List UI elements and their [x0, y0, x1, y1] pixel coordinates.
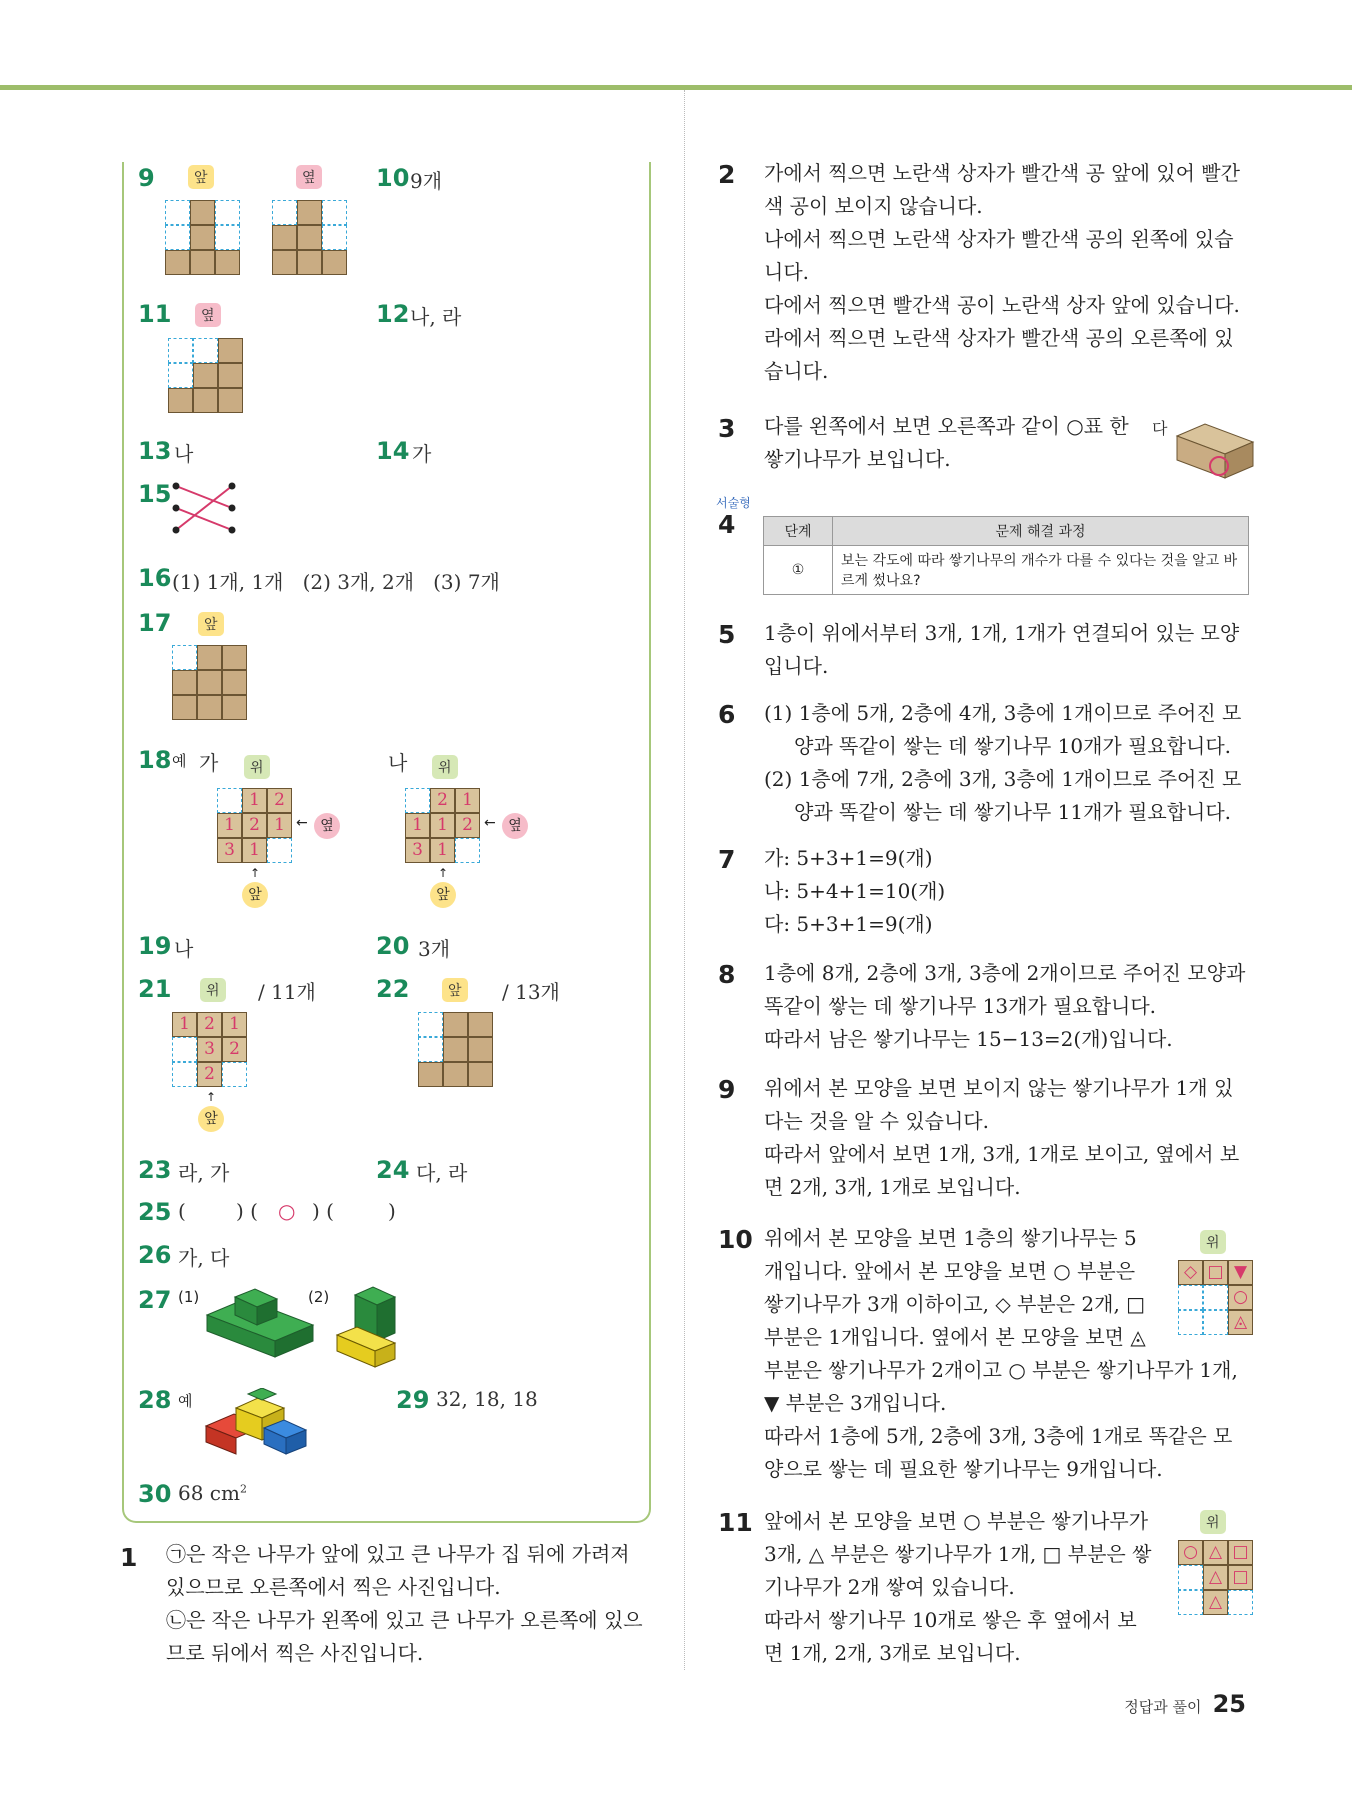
sub-label: (2): [308, 1288, 330, 1306]
front-view-grid: [172, 645, 248, 721]
arrow-left-icon: ←: [484, 815, 496, 831]
explanation-text: 가에서 찍으면 노란색 상자가 빨간색 공 앞에 있어 빨간 색 공이 보이지 않습니다. 나에서 찍으면 노란색 상자가 빨간색 공의 왼쪽에 있습 니다. 다에서 찍으면 빨간색 공이 노란색 상자 앞에 있습니다. 라에서 찍으면 노란색 상자가 빨간색 공의 오른쪽에 있 습니다.: [764, 161, 1240, 383]
answer-number: 20: [376, 932, 410, 960]
side-view-grid: [272, 200, 348, 276]
answer-number: 30: [138, 1480, 172, 1508]
answer-text: / 13개: [502, 980, 560, 1004]
label-ga: 가: [199, 751, 219, 775]
top-rule: [0, 85, 1352, 90]
answer-number: 21: [138, 975, 172, 1003]
answer-number: 15: [138, 480, 172, 508]
paren-close: ): [388, 1199, 396, 1223]
top-tag: 위: [1200, 1510, 1226, 1534]
page-footer: [1124, 1690, 1246, 1718]
answer-text: 나, 라: [410, 305, 462, 329]
front-tag: 앞: [188, 165, 214, 189]
question-number: 5: [718, 620, 736, 649]
arrow-up-icon: ↑: [206, 1090, 217, 1104]
answer-number: 14: [376, 437, 410, 465]
front-tag: 앞: [430, 882, 456, 908]
paren-mid: ) (: [236, 1199, 258, 1223]
top-view-numbers-na: 2 1 1 1 2 3 1: [405, 788, 481, 864]
front-view-grid: [165, 200, 241, 276]
question-number: 10: [718, 1225, 753, 1254]
explanation-text: 1층이 위에서부터 3개, 1개, 1개가 연결되어 있는 모양 입니다.: [764, 621, 1240, 678]
question-number: 7: [718, 845, 736, 874]
essay-badge: 서술형: [716, 496, 751, 510]
answer-text: 다, 라: [416, 1161, 468, 1185]
top-tag: 위: [200, 978, 226, 1002]
answer-number: 28: [138, 1386, 172, 1414]
answer-text: / 11개: [258, 980, 316, 1004]
answer-text: 나: [174, 442, 194, 466]
question-number: 9: [718, 1075, 736, 1104]
cube-stack-circled-image: [1175, 416, 1255, 480]
answer-number: 10: [376, 164, 410, 192]
arrow-up-icon: ↑: [438, 866, 449, 880]
explanation-text: 위에서 본 모양을 보면 보이지 않는 쌓기나무가 1개 있 다는 것을 알 수 있습니다. 따라서 앞에서 보면 1개, 3개, 1개로 보이고, 옆에서 보 면 2개, 3개, 1개로 보입니다.: [764, 1076, 1240, 1199]
top-view-numbers: 1 2 1 3 2 2: [172, 1012, 248, 1088]
figure-label: 다: [1152, 419, 1168, 438]
label-na: 나: [388, 751, 408, 775]
front-tag: 앞: [442, 978, 468, 1002]
answer-text: (1) 1개, 1개 (2) 3개, 2개 (3) 7개: [172, 570, 500, 594]
answer-number: 23: [138, 1156, 172, 1184]
column-divider: [684, 90, 685, 1670]
explanation-text: 위에서 본 모양을 보면 1층의 쌓기나무는 5 개입니다. 앞에서 본 모양을 보면 ○ 부분은 쌓기나무가 3개 이하이고, ◇ 부분은 2개, □ 부분은 1개입니다. 옆에서 본 모양을 보면 ◬ 부분은 쌓기나무가 2개이고 ○ 부분은 쌓기나무가 1개, ▼ 부분은 3개입니다. 따라서 1층에 5개, 2층에 3개, 3층에 1개로 똑같은 모 양으로 쌓는 데 필요한 쌓기나무는 9개입니다.: [764, 1226, 1238, 1481]
answer-number: 29: [396, 1386, 430, 1414]
top-tag: 위: [1200, 1230, 1226, 1254]
circle-mark: ○: [278, 1199, 296, 1223]
top-tag: 위: [432, 755, 458, 779]
colored-cube-stack-image: [204, 1388, 309, 1456]
top-view-numbers-ga: 1 2 1 2 1 3 1: [217, 788, 293, 864]
question-number: 6: [718, 700, 736, 729]
answer-number: 26: [138, 1241, 172, 1269]
side-tag: 옆: [502, 813, 528, 839]
side-tag: 옆: [195, 303, 221, 327]
question-number: 1: [120, 1543, 138, 1572]
answer-number: 13: [138, 437, 172, 465]
sub-label: (1): [178, 1288, 200, 1306]
explanation-text: ㉠은 작은 나무가 앞에 있고 큰 나무가 집 뒤에 가려져 있으므로 오른쪽에서 찍은 사진입니다. ㉡은 작은 나무가 왼쪽에 있고 큰 나무가 오른쪽에 있으 므로 뒤에서 찍은 사진입니다.: [166, 1542, 643, 1665]
answer-number: 12: [376, 300, 410, 328]
answer-number: 17: [138, 609, 172, 637]
answer-text: 32, 18, 18: [436, 1387, 538, 1411]
page-number: 25: [1212, 1690, 1246, 1718]
answer-text: 가: [412, 442, 432, 466]
paren-open: (: [178, 1199, 186, 1223]
answer-number: 18: [138, 746, 172, 774]
side-tag: 옆: [296, 165, 322, 189]
answer-number: 16: [138, 564, 172, 592]
answer-number: 24: [376, 1156, 410, 1184]
answer-text: 나: [174, 937, 194, 961]
line-matching-diagram: [170, 478, 240, 538]
top-view-symbols: ◇ □ ▼ ○ ◬: [1178, 1260, 1254, 1336]
answer-number: 11: [138, 300, 172, 328]
top-tag: 위: [244, 755, 270, 779]
answer-number: 9: [138, 164, 155, 192]
answer-text: 68 $cm^2$: [178, 1481, 247, 1505]
answer-number: 22: [376, 975, 410, 1003]
green-cube-stack-image: [205, 1285, 315, 1360]
answer-text: 라, 가: [178, 1161, 230, 1185]
answer-text: 3개: [418, 937, 451, 961]
arrow-up-icon: ↑: [250, 866, 261, 880]
front-tag: 앞: [198, 612, 224, 636]
question-number: 4: [718, 510, 736, 539]
explanation-text: 앞에서 본 모양을 보면 ○ 부분은 쌓기나무가 3개, △ 부분은 쌓기나무가 1개, □ 부분은 쌓 기나무가 2개 쌓여 있습니다. 따라서 쌓기나무 10개로 쌓은 후 옆에서 보 면 1개, 2개, 3개로 보입니다.: [764, 1509, 1152, 1665]
example-mark: 예: [172, 752, 187, 770]
question-number: 2: [718, 160, 736, 189]
yellow-green-cube-stack-image: [335, 1285, 405, 1370]
explanation-text: 1층에 8개, 2층에 3개, 3층에 2개이므로 주어진 모양과 똑같이 쌓는 데 쌓기나무 13개가 필요합니다. 따라서 남은 쌓기나무는 15−13=2(개)입니다.: [764, 961, 1246, 1051]
answer-number: 19: [138, 932, 172, 960]
side-view-grid: [168, 338, 244, 414]
answer-number: 25: [138, 1198, 172, 1226]
paren-mid: ) (: [312, 1199, 334, 1223]
question-number: 11: [718, 1508, 753, 1537]
footer-label: 정답과 풀이: [1124, 1698, 1202, 1716]
answer-text: 가, 다: [178, 1246, 230, 1270]
answer-number: 27: [138, 1286, 172, 1314]
explanation-text: 가: 5+3+1=9(개) 나: 5+4+1=10(개) 다: 5+3+1=9(개): [764, 846, 946, 936]
top-view-symbols: ○ △ □ △ □ △: [1178, 1540, 1254, 1616]
question-number: 3: [718, 414, 736, 443]
front-tag: 앞: [242, 882, 268, 908]
scoring-table: 단계 문제 해결 과정 ① 보는 각도에 따라 쌓기나무의 개수가 다를 수 있다는 것을 알고 바르게 썼나요?: [763, 516, 1249, 595]
arrow-left-icon: ←: [296, 815, 308, 831]
explanation-text: 다를 왼쪽에서 보면 오른쪽과 같이 ○표 한 쌓기나무가 보입니다.: [764, 414, 1129, 471]
answer-text: 9개: [410, 169, 443, 193]
front-tag: 앞: [198, 1106, 224, 1132]
front-view-grid: [418, 1012, 494, 1088]
question-number: 8: [718, 960, 736, 989]
explanation-text: (1) 1층에 5개, 2층에 4개, 3층에 1개이므로 주어진 모 양과 똑같이 쌓는 데 쌓기나무 10개가 필요합니다. (2) 1층에 7개, 2층에 3개, 3층에 1개이므로 주어진 모 양과 똑같이 쌓는 데 쌓기나무 11개가 필요합니다.: [764, 701, 1242, 824]
example-mark: 예: [178, 1392, 193, 1410]
side-tag: 옆: [314, 813, 340, 839]
